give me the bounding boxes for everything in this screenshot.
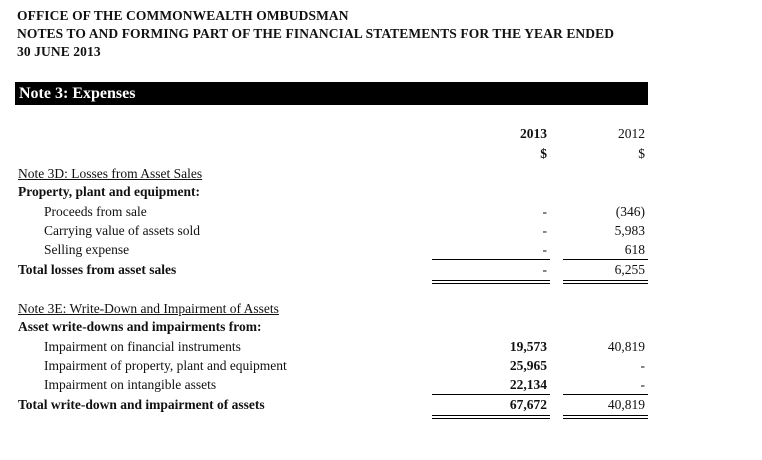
doc-title: NOTES TO AND FORMING PART OF THE FINANCIAL STATEMENTS FOR THE YEAR ENDED <box>17 26 615 41</box>
total-value-2013: 67,672 <box>509 397 547 412</box>
total-label: Total losses from asset sales <box>18 262 177 277</box>
row-label: Proceeds from sale <box>44 204 147 219</box>
row-value-2013: 25,965 <box>509 358 547 373</box>
col-unit-2013: $ <box>540 146 547 161</box>
total-rule-2012-double <box>563 283 648 284</box>
note-3e-title: Note 3E: Write-Down and Impairment of Assets <box>18 301 279 316</box>
row-value-2012: 618 <box>624 242 645 257</box>
row-label: Selling expense <box>44 242 130 257</box>
subtotal-rule-2013 <box>432 259 550 260</box>
section-banner: Note 3: Expenses <box>15 82 648 105</box>
note-3e-subtitle: Asset write-downs and impairments from: <box>18 319 262 334</box>
note-3d-subtitle: Property, plant and equipment: <box>18 184 201 199</box>
org-name: OFFICE OF THE COMMONWEALTH OMBUDSMAN <box>17 8 349 23</box>
total-rule-2012-double <box>563 418 648 419</box>
row-value-2013: - <box>542 204 547 219</box>
total-value-2012: 40,819 <box>607 397 645 412</box>
col-header-2013: 2013 <box>520 126 547 141</box>
row-value-2012: - <box>640 377 645 392</box>
total-rule-2013-double <box>432 283 550 284</box>
col-header-2012: 2012 <box>618 126 645 141</box>
doc-date: 30 JUNE 2013 <box>17 44 101 59</box>
row-label: Impairment of property, plant and equipment <box>44 358 287 373</box>
total-rule-2012 <box>563 280 648 281</box>
subtotal-rule-2012 <box>563 394 648 395</box>
row-value-2013: - <box>542 242 547 257</box>
row-value-2012: 5,983 <box>614 223 645 238</box>
row-value-2012: 40,819 <box>607 339 645 354</box>
total-value-2012: 6,255 <box>614 262 645 277</box>
total-value-2013: - <box>542 262 547 277</box>
row-value-2013: 19,573 <box>509 339 547 354</box>
row-value-2013: 22,134 <box>509 377 547 392</box>
row-value-2013: - <box>542 223 547 238</box>
col-unit-2012: $ <box>638 146 645 161</box>
total-rule-2013-double <box>432 418 550 419</box>
subtotal-rule-2013 <box>432 394 550 395</box>
subtotal-rule-2012 <box>563 259 648 260</box>
row-label: Impairment on financial instruments <box>44 339 241 354</box>
total-rule-2013 <box>432 280 550 281</box>
note-3d-title: Note 3D: Losses from Asset Sales <box>18 166 203 181</box>
row-value-2012: - <box>640 358 645 373</box>
total-rule-2013 <box>432 415 550 416</box>
total-label: Total write-down and impairment of assets <box>18 397 265 412</box>
row-label: Carrying value of assets sold <box>44 223 200 238</box>
row-label: Impairment on intangible assets <box>44 377 217 392</box>
row-value-2012: (346) <box>615 204 645 219</box>
total-rule-2012 <box>563 415 648 416</box>
